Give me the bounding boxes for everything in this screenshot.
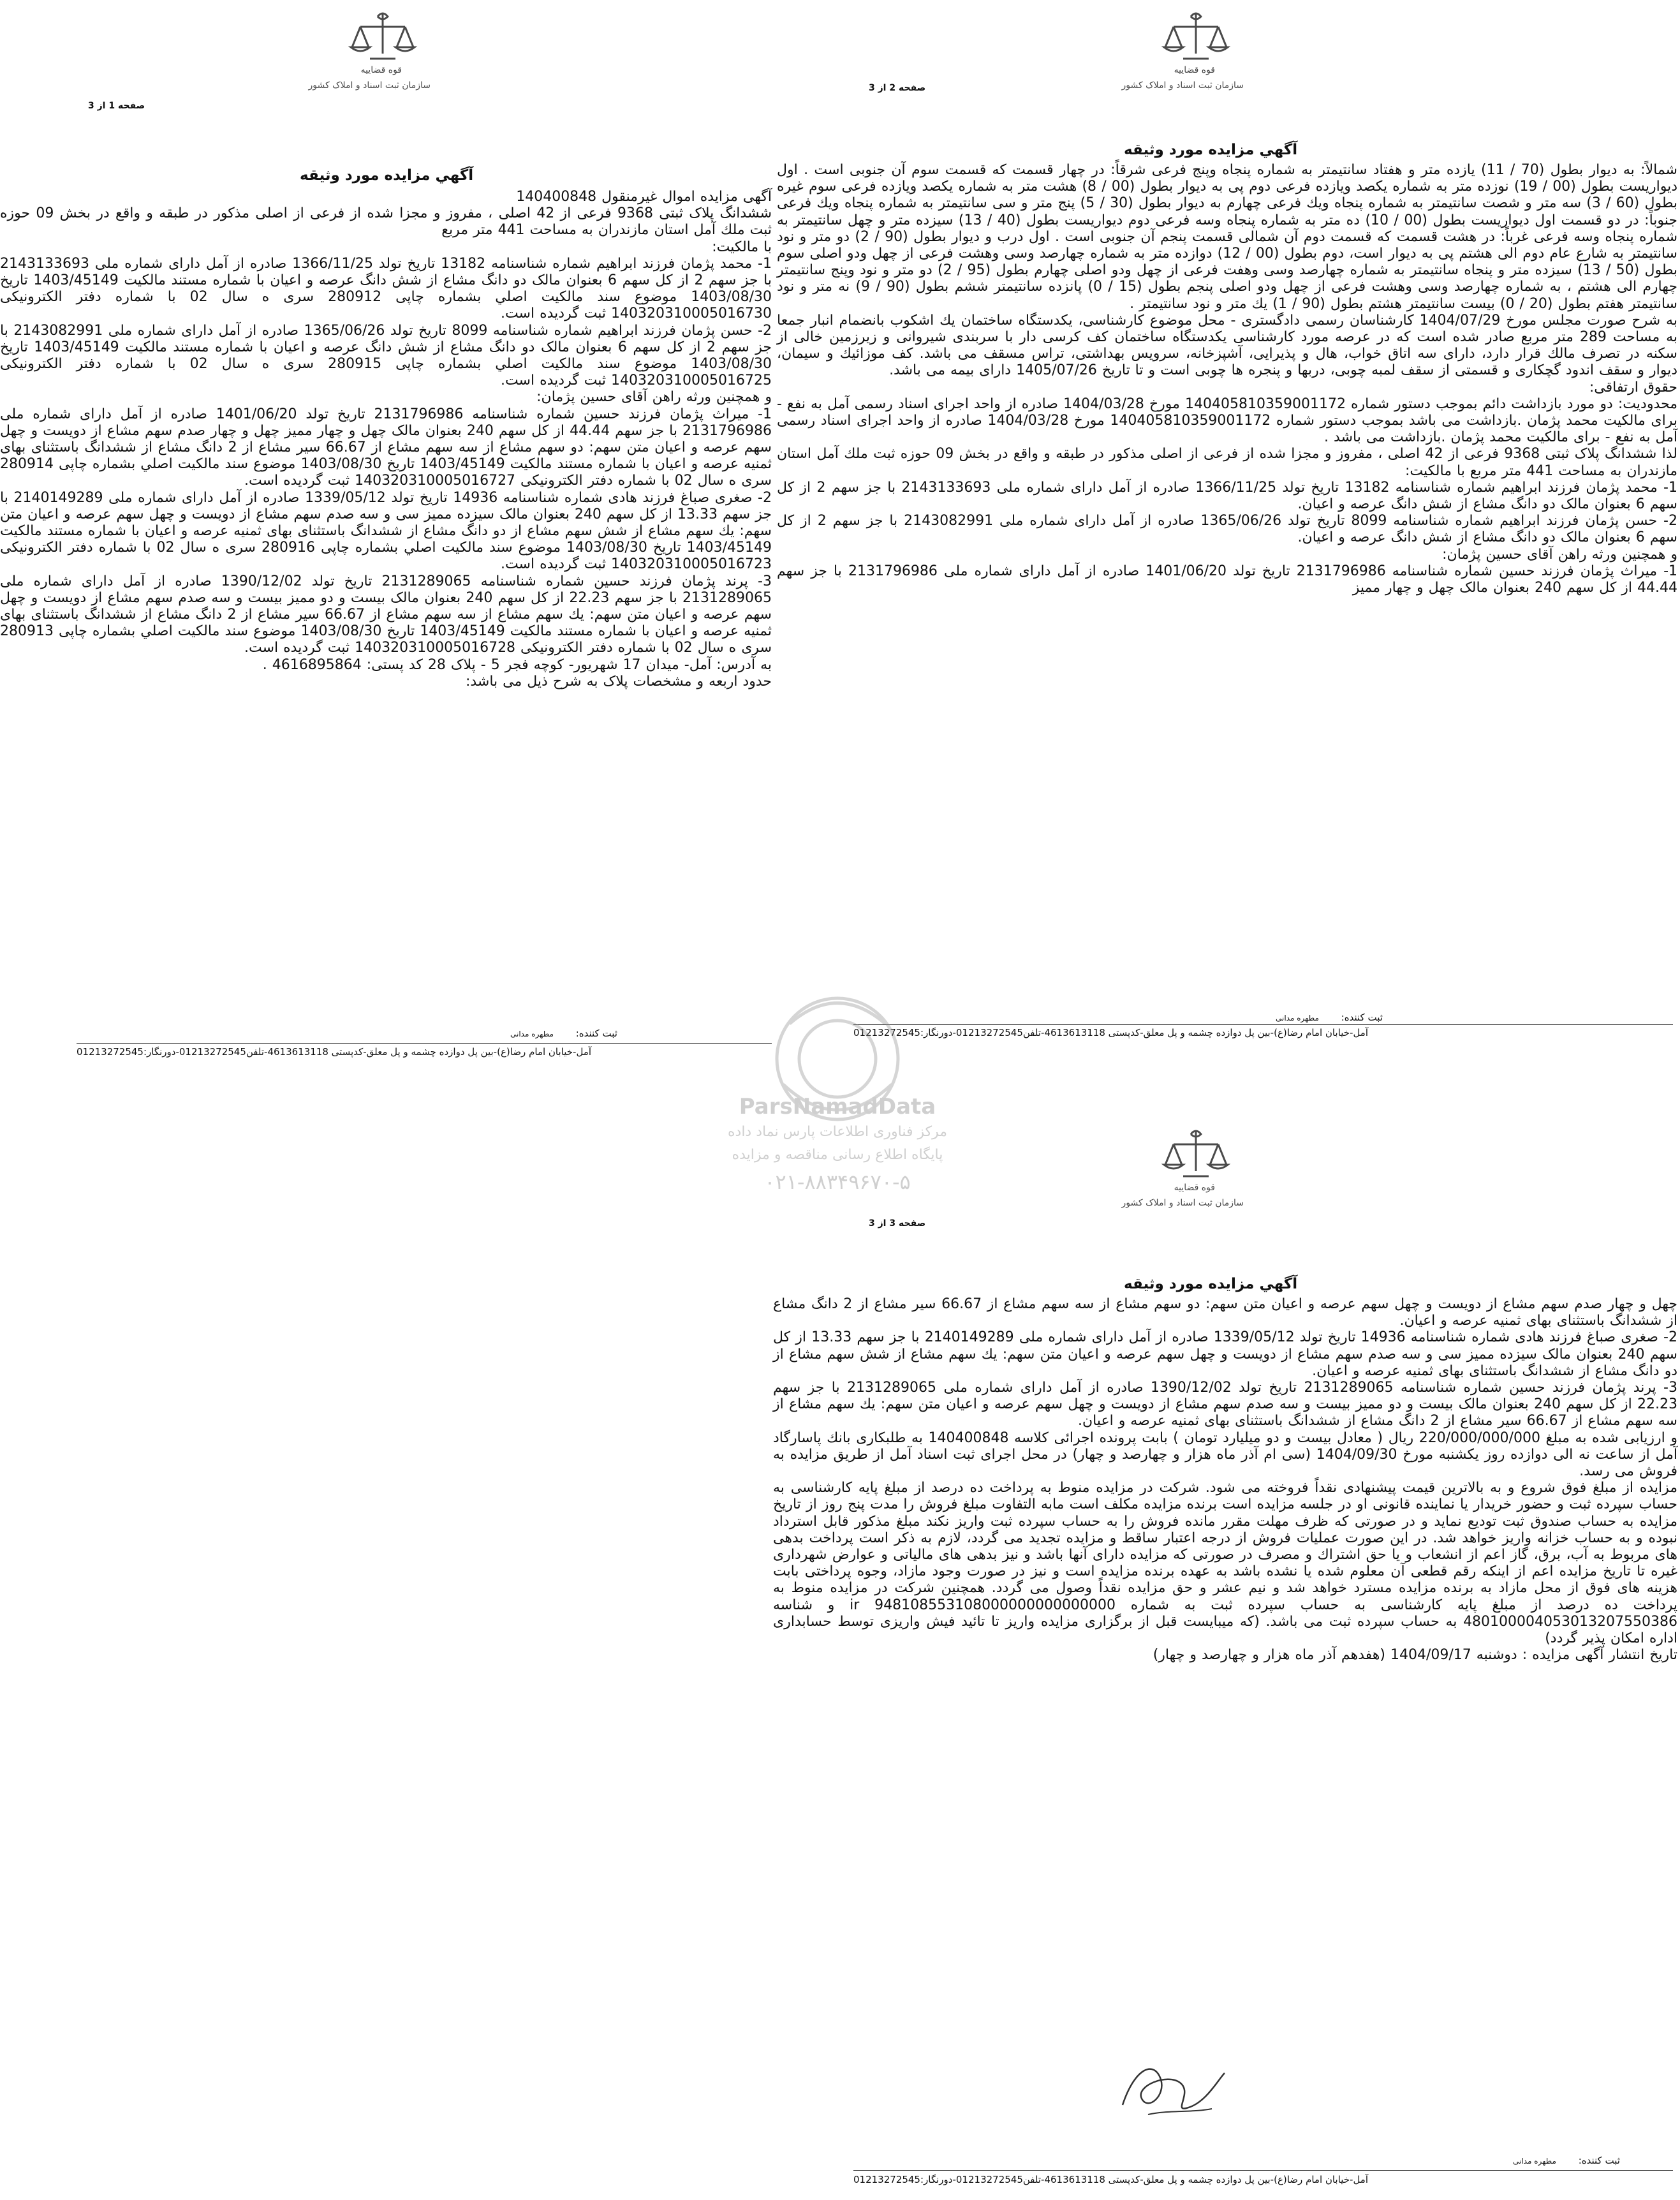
body-paragraph: حقوق ارتفاقی: [1589, 379, 1677, 395]
body-paragraph: 2- صغری صباغ فرزند هادی شماره شناسنامه 14936 تاريخ تولد 1339/05/12 صادره از آمل دارای شماره ملی 2140149289 با جز سهم 13.33 از کل سهم 240 بعنوان مالک سيزده مميز سی و سه صدم سهم مشاع از دويست و چهل سهم عرصه و اعيان متن سهم: يك سهم مشاع از شش سهم مشاع از دو دانگ مشاع از ششدانگ باستثنای بهای ثمنیه عرصه و اعيان. [773, 1329, 1677, 1379]
sabt-name: مطهره مدانی [1276, 1014, 1319, 1022]
panel-body [777, 162, 1677, 1012]
svg-text:سازمان ثبت اسناد و املاک کشور: سازمان ثبت اسناد و املاک کشور [308, 80, 431, 91]
watermark-brand: ParsNamadData [739, 1094, 936, 1119]
sabt-konande [1276, 1012, 1383, 1023]
page-number: صفحه 2 از 3 [869, 83, 926, 93]
sabt-label: ثبت كننده: [1341, 1012, 1383, 1023]
body-paragraph: 2- حسن پژمان فرزند ابراهيم شماره شناسنامه 8099 تاريخ تولد 1365/06/26 صادره از آمل دارای شماره ملی 2143082991 با جز سهم 2 از کل سهم 6 بعنوان مالک دو دانگ مشاع از شش دانگ عرصه و اعيان. [777, 513, 1677, 546]
sabt-konande [510, 1028, 617, 1039]
svg-text:سازمان ثبت اسناد و املاک کشور: سازمان ثبت اسناد و املاک کشور [1121, 1198, 1244, 1208]
judiciary-emblem [1121, 1126, 1253, 1209]
page-number: صفحه 3 از 3 [869, 1218, 926, 1229]
page-number: صفحه 1 از 3 [88, 101, 145, 111]
body-paragraph: 1- میراث پژمان فرزند حسين شماره شناسنامه 2131796986 تاريخ تولد 1401/06/20 صادره از آمل دارای شماره ملی 2131796986 با جز سهم 44.44 از کل سهم 240 بعنوان مالک چهل و چهار مميز [777, 563, 1678, 596]
body-paragraph: شمالاً: به ديوار بطول (70 / 11) يازده متر و هفتاد سانتيمتر به شماره پنجاه وپنج فرعی شرقاً: در چهار قسمت كه قسمت سوم آن جنوبی است . اول ديواريست بطول (00 / 19) نوزده متر به شماره يكصد ويازده فرعی دوم پی به ديوار بطول (00 / 8) هشت متر به شماره يكصد ويازده فرعی سوم غيره بطول (60 / 3) سه متر و شصت سانتيمتر به شماره پنجاه ويك فرعی چهارم به ديوار بطول (30 / 5) پنج متر و سی سانتيمتر به شماره پنجاه ويك فرعی جنوباً: در دو قسمت اول ديواريست بطول (00 / 10) ده متر به شماره پنجاه وسه فرعی دوم ديواريست بطول (40 / 13) سيزده متر و چهل سانتيمتر به شماره پنجاه وسه فرعی غرباً: در هشت قسمت كه قسمت دوم آن شمالی قسمت پنجم آن جنوبی است . اول درب و ديوار بطول (90 / 2) دو متر و نود سانتيمتر به شارع عام دوم الی هشتم پی به ديوار است، دوم بطول (00 / 12) دوازده متر به شماره چهارصد وسی وهشت فرعی از چهل ودو اصلی سوم بطول (50 / 13) سيزده متر و پنجاه سانتيمتر به شماره چهارصد وسی وهفت فرعی از چهل ودو اصلی چهارم بطول (95 / 2) دو متر و نود وپنج سانتيمتر چهارم الی هشتم ، به شماره چهارصد وسی وهشت فرعی از چهل ودو اصلی پنجم بطول (15 / 0) پانزده سانتيمتر ششم بطول (90 / 9) نه متر و نود سانتيمتر هفتم بطول (20 / 0) بيست سانتيمتر هشتم بطول (90 / 1) يك متر و نود سانتيمتر . [777, 162, 1678, 312]
footer-address: آمل-خیابان امام رضا(ع)-بین پل دوازده چشمه و پل معلق-کدپستی 4613613118-تلفن01213272545-دورنگار:01213272545 [853, 2174, 1369, 2185]
signature [1110, 2054, 1237, 2127]
svg-text:سازمان ثبت اسناد و املاک کشور: سازمان ثبت اسناد و املاک کشور [1121, 80, 1244, 91]
watermark-line-2: پایگاه اطلاع رسانی مناقصه و مزایده [732, 1147, 943, 1163]
svg-text:قوه قضاییه: قوه قضاییه [360, 65, 402, 75]
judiciary-emblem [308, 9, 440, 92]
panel-body [773, 1296, 1677, 2016]
panel-title: آگهي مزايده مورد وثيقه [1124, 142, 1298, 158]
sabt-konande [1513, 2155, 1620, 2166]
footer-divider [77, 1043, 772, 1044]
body-paragraph: ششدانگ پلاک ثبتی 9368 فرعی از 42 اصلی ، مفروز و مجزا شده از فرعی از اصلی مذکور در طبقه و واقع در بخش 09 حوزه ثبت ملك آمل استان مازندران به مساحت 441 متر مربع [0, 205, 772, 239]
footer-address: آمل-خیابان امام رضا(ع)-بین پل دوازده چشمه و پل معلق-کدپستی 4613613118-تلفن01213272545-دورنگار:01213272545 [853, 1027, 1369, 1038]
body-paragraph: 3- پرند پژمان فرزند حسين شماره شناسنامه 2131289065 تاريخ تولد 1390/12/02 صادره از آمل دارای شماره ملی 2131289065 با جز سهم 22.23 از کل سهم 240 بعنوان مالک بيست و دو مميز بيست و سه صدم سهم مشاع از دويست و چهل سهم عرصه و اعيان متن سهم: يك سهم مشاع از سه سهم مشاع از 66.67 سیر مشاع از 2 دانگ مشاع از ششدانگ باستثنای بهای ثمنیه عرصه و اعيان با شماره مستند مالکيت 1403/45149 تاريخ 1403/08/30 موضوع سند مالكيت اصلي بشماره چاپی 280913 سری ه سال 02 با شماره دفتر الكترونيكی 140320310005016728 ثبت گرديده است. [0, 573, 772, 656]
body-paragraph: چهل و چهار صدم سهم مشاع از دويست و چهل سهم عرصه و اعيان متن سهم: دو سهم مشاع از سه سهم مشاع از 66.67 سیر مشاع از 2 دانگ مشاع از ششدانگ باستثنای بهای ثمنیه عرصه و اعيان. [773, 1296, 1677, 1329]
watermark-line-1: مرکز فناوری اطلاعات پارس نماد داده [728, 1124, 947, 1140]
body-paragraph: مزايده از مبلغ فوق شروع و به بالاترين قيمت پيشنهادی نقداً فروخته می شود. شركت در مزايده منوط به پرداخت ده درصد از مبلغ پايه كارشناسی به حساب سپرده ثبت و حضور خريدار يا نماينده قانونی او در جلسه مزايده است برنده مزايده مكلف است مابه التفاوت مبلغ فروش را مدت پنج روز از تاريخ مزايده به حساب صندوق ثبت توديع نمايد و در صورتی كه ظرف مهلت مقرر مانده فروش را به حساب سپرده ثبت واريز نكند مبلغ مذكور قابل استرداد نبوده و به حساب خزانه واريز خواهد شد. در اين صورت عمليات فروش از درجه اعتبار ساقط و مزايده تجديد می گردد، لازم به ذكر است پرداخت بدهی های مربوط به آب، برق، گاز اعم از انشعاب و يا حق اشتراك و مصرف در صورتی كه مزايده دارای آنها باشد و نيز بدهی های مالياتی و عوارض شهرداری غيره تا تاريخ مزايده اعم از اينكه رقم قطعی آن معلوم شده يا نشده باشد به عهده برنده مزايده است و نيز در صورت وجود مازاد، وجوه پرداختی بابت هزينه های فوق از محل مازاد به برنده مزايده مسترد خواهد شد و نيم عشر و حق مزايده نقداً وصول می گردد. همچنين شركت در مزايده منوط به پرداخت ده درصد از مبلغ پايه كارشناسی به حساب سپرده ثبت به شماره ir 948108553108000000000000000 و شناسه 480100004053013207550386 به حساب سپرده ثبت می باشد. (كه میبايست قبل از برگزاری مزايده واريز تا تائيد فيش واريزی توسط حسابداری اداره امكان پذير گردد) [773, 1480, 1677, 1647]
body-paragraph: 1- محمد پژمان فرزند ابراهيم شماره شناسنامه 13182 تاريخ تولد 1366/11/25 صادره از آمل دارای شماره ملی 2143133693 با جز سهم 2 از کل سهم 6 بعنوان مالک دو دانگ مشاع از شش دانگ عرصه و اعيان. [777, 479, 1677, 513]
panel-title: آگهي مزايده مورد وثيقه [1124, 1276, 1298, 1292]
body-paragraph: 1- محمد پژمان فرزند ابراهيم شماره شناسنامه 13182 تاريخ تولد 1366/11/25 صادره از آمل دارای شماره ملی 2143133693 با جز سهم 2 از کل سهم 6 بعنوان مالک دو دانگ مشاع از شش دانگ عرصه و اعيان با شماره مستند مالکيت 1403/45149 تاريخ 1403/08/30 موضوع سند مالكيت اصلي بشماره چاپی 280912 سری ه سال 02 با شماره دفتر الكترونيكی 140320310005016730 ثبت گرديده است. [0, 255, 772, 322]
panel-body [0, 189, 772, 1027]
sabt-name: مطهره مدانی [1513, 2157, 1556, 2166]
judiciary-emblem [1121, 9, 1253, 92]
body-paragraph: حدود اربعه و مشخصات پلاک به شرح ذیل می باشد: [465, 673, 772, 690]
sabt-label: ثبت كننده: [1578, 2155, 1620, 2166]
body-paragraph: تاريخ انتشار آگهی مزايده : دوشنبه 1404/09/17 (هفدهم آذر ماه هزار و چهارصد و چهار) [1153, 1647, 1677, 1664]
body-paragraph: و ارزيابی شده به مبلغ 220/000/000/000 ريال ( معادل بيست و دو ميليارد تومان ) بابت پرونده اجرائی كلاسه 140400848 به طلبكاری بانك پاسارگاد آمل از ساعت نه الی دوازده روز يكشنبه مورخ 1404/09/30 (سی ام آذر ماه هزار و چهارصد و چهار) در محل اجرای ثبت اسناد آمل از طريق مزايده به فروش می رسد. [773, 1429, 1678, 1480]
body-paragraph: 2- حسن پژمان فرزند ابراهيم شماره شناسنامه 8099 تاريخ تولد 1365/06/26 صادره از آمل دارای شماره ملی 2143082991 با جز سهم 2 از کل سهم 6 بعنوان مالک دو دانگ مشاع از شش دانگ عرصه و اعيان با شماره مستند مالکيت 1403/45149 تاريخ 1403/08/30 موضوع سند مالكيت اصلي بشماره چاپی 280915 سری ه سال 02 با شماره دفتر الكترونيكی 140320310005016725 ثبت گرديده است. [0, 322, 772, 389]
body-paragraph: به شرح صورت مجلس مورخ 1404/07/29 كارشناسان رسمی دادگستری - محل موضوع كارشناسی، يكدستگاه ساختمان يك اشكوب بانضمام انبار جمعا به مساحت 289 متر مربع صادر شده است كه در عرصه مورد كارشناسی يكدستگاه ساختمان كف كرسی دار با سربندی شيروانی و زيرزمين خالی از سكنه در تصرف مالك قرار دارد، دارای سه اتاق خواب، هال و پذيرايی، آشپزخانه، سرويس بهداشتی، تراس مسقف می باشد. كف موزائيك و سيمان، ديوار و سقف اندود گچكاری و قسمتی از سقف لمبه چوبی، دربها و پنجره ها چوبی است و تا تاريخ 1405/07/26 دارای بيمه می باشد. [777, 312, 1677, 379]
footer-divider [853, 1024, 1673, 1025]
body-paragraph: 1- میراث پژمان فرزند حسين شماره شناسنامه 2131796986 تاريخ تولد 1401/06/20 صادره از آمل دارای شماره ملی 2131796986 با جز سهم 44.44 از کل سهم 240 بعنوان مالک چهل و چهار مميز چهل و چهار صدم سهم مشاع از دويست و چهل سهم عرصه و اعيان متن سهم: دو سهم مشاع از سه سهم مشاع از 66.67 سیر مشاع از 2 دانگ مشاع از ششدانگ باستثنای بهای ثمنیه عرصه و اعيان با شماره مستند مالکيت 1403/45149 تاريخ 1403/08/30 موضوع سند مالكيت اصلي بشماره چاپی 280914 سری ه سال 02 با شماره دفتر الكترونيكی 140320310005016727 ثبت گرديده است. [0, 406, 772, 489]
body-paragraph: آگهی مزایده اموال غیرمنقول 140400848 [516, 189, 772, 205]
body-paragraph: و همچنین ورثه راهن آقای حسین پژمان: [1442, 546, 1677, 563]
body-paragraph: محدوديت: دو مورد بازداشت دائم بموجب دستور شماره 140405810359001172 مورخ 1404/03/28 صادره از واحد اجرای اسناد رسمی آمل به نفع - برای مالكيت محمد پژمان .بازداشت می باشد بموجب دستور شماره 140405810359001172 مورخ 1404/03/28 صادره از واحد اجرای اسناد رسمی آمل به نفع - برای مالكيت محمد پژمان .بازداشت می باشد . [777, 395, 1678, 446]
watermark-phone: ۰۲۱-۸۸۳۴۹۶۷۰-۵ [764, 1170, 911, 1194]
body-paragraph: و همچنین ورثه راهن آقای حسین پژمان: [536, 389, 772, 406]
body-paragraph: 2- صغری صباغ فرزند هادی شماره شناسنامه 14936 تاريخ تولد 1339/05/12 صادره از آمل دارای شماره ملی 2140149289 با جز سهم 13.33 از کل سهم 240 بعنوان مالک سيزده مميز سی و سه صدم سهم مشاع از دويست و چهل سهم عرصه و اعيان متن سهم: يك سهم مشاع از شش سهم مشاع از دو دانگ مشاع از ششدانگ باستثنای بهای ثمنیه عرصه و اعيان با شماره مستند مالکيت 1403/45149 تاريخ 1403/08/30 موضوع سند مالكيت اصلي بشماره چاپی 280916 سری ه سال 02 با شماره دفتر الكترونيكی 140320310005016723 ثبت گرديده است. [0, 489, 772, 573]
body-paragraph: به آدرس: آمل- میدان 17 شهریور- کوچه فجر 5 - پلاک 28 کد پستی: 4616895864 . [262, 656, 772, 673]
body-paragraph: 3- پرند پژمان فرزند حسين شماره شناسنامه 2131289065 تاريخ تولد 1390/12/02 صادره از آمل دارای شماره ملی 2131289065 با جز سهم 22.23 از کل سهم 240 بعنوان مالک بيست و دو مميز بيست و سه صدم سهم مشاع از دويست و چهل سهم عرصه و اعيان متن سهم: يك سهم مشاع از سه سهم مشاع از 66.67 سیر مشاع از 2 دانگ مشاع از ششدانگ باستثنای بهای ثمنیه عرصه و اعيان. [773, 1380, 1677, 1429]
parsnamaddata-watermark [707, 989, 968, 1218]
footer-address: آمل-خیابان امام رضا(ع)-بین پل دوازده چشمه و پل معلق-کدپستی 4613613118-تلفن01213272545-دورنگار:01213272545 [77, 1046, 592, 1058]
body-paragraph: با مالکیت: [712, 239, 772, 255]
sabt-label: ثبت كننده: [575, 1028, 617, 1039]
body-paragraph: لذا ششدانگ پلاک ثبتی 9368 فرعی از 42 اصلی ، مفروز و مجزا شده از فرعی از اصلی مذکور در طبقه و واقع در بخش 09 حوزه ثبت ملك آمل استان مازندران به مساحت 441 متر مربع با مالکیت: [777, 446, 1678, 479]
sabt-name: مطهره مدانی [510, 1030, 554, 1038]
svg-text:قوه قضاییه: قوه قضاییه [1174, 1183, 1215, 1193]
footer-divider [853, 2170, 1673, 2171]
panel-title: آگهي مزايده مورد وثيقه [300, 167, 474, 184]
svg-text:قوه قضاییه: قوه قضاییه [1174, 65, 1215, 75]
